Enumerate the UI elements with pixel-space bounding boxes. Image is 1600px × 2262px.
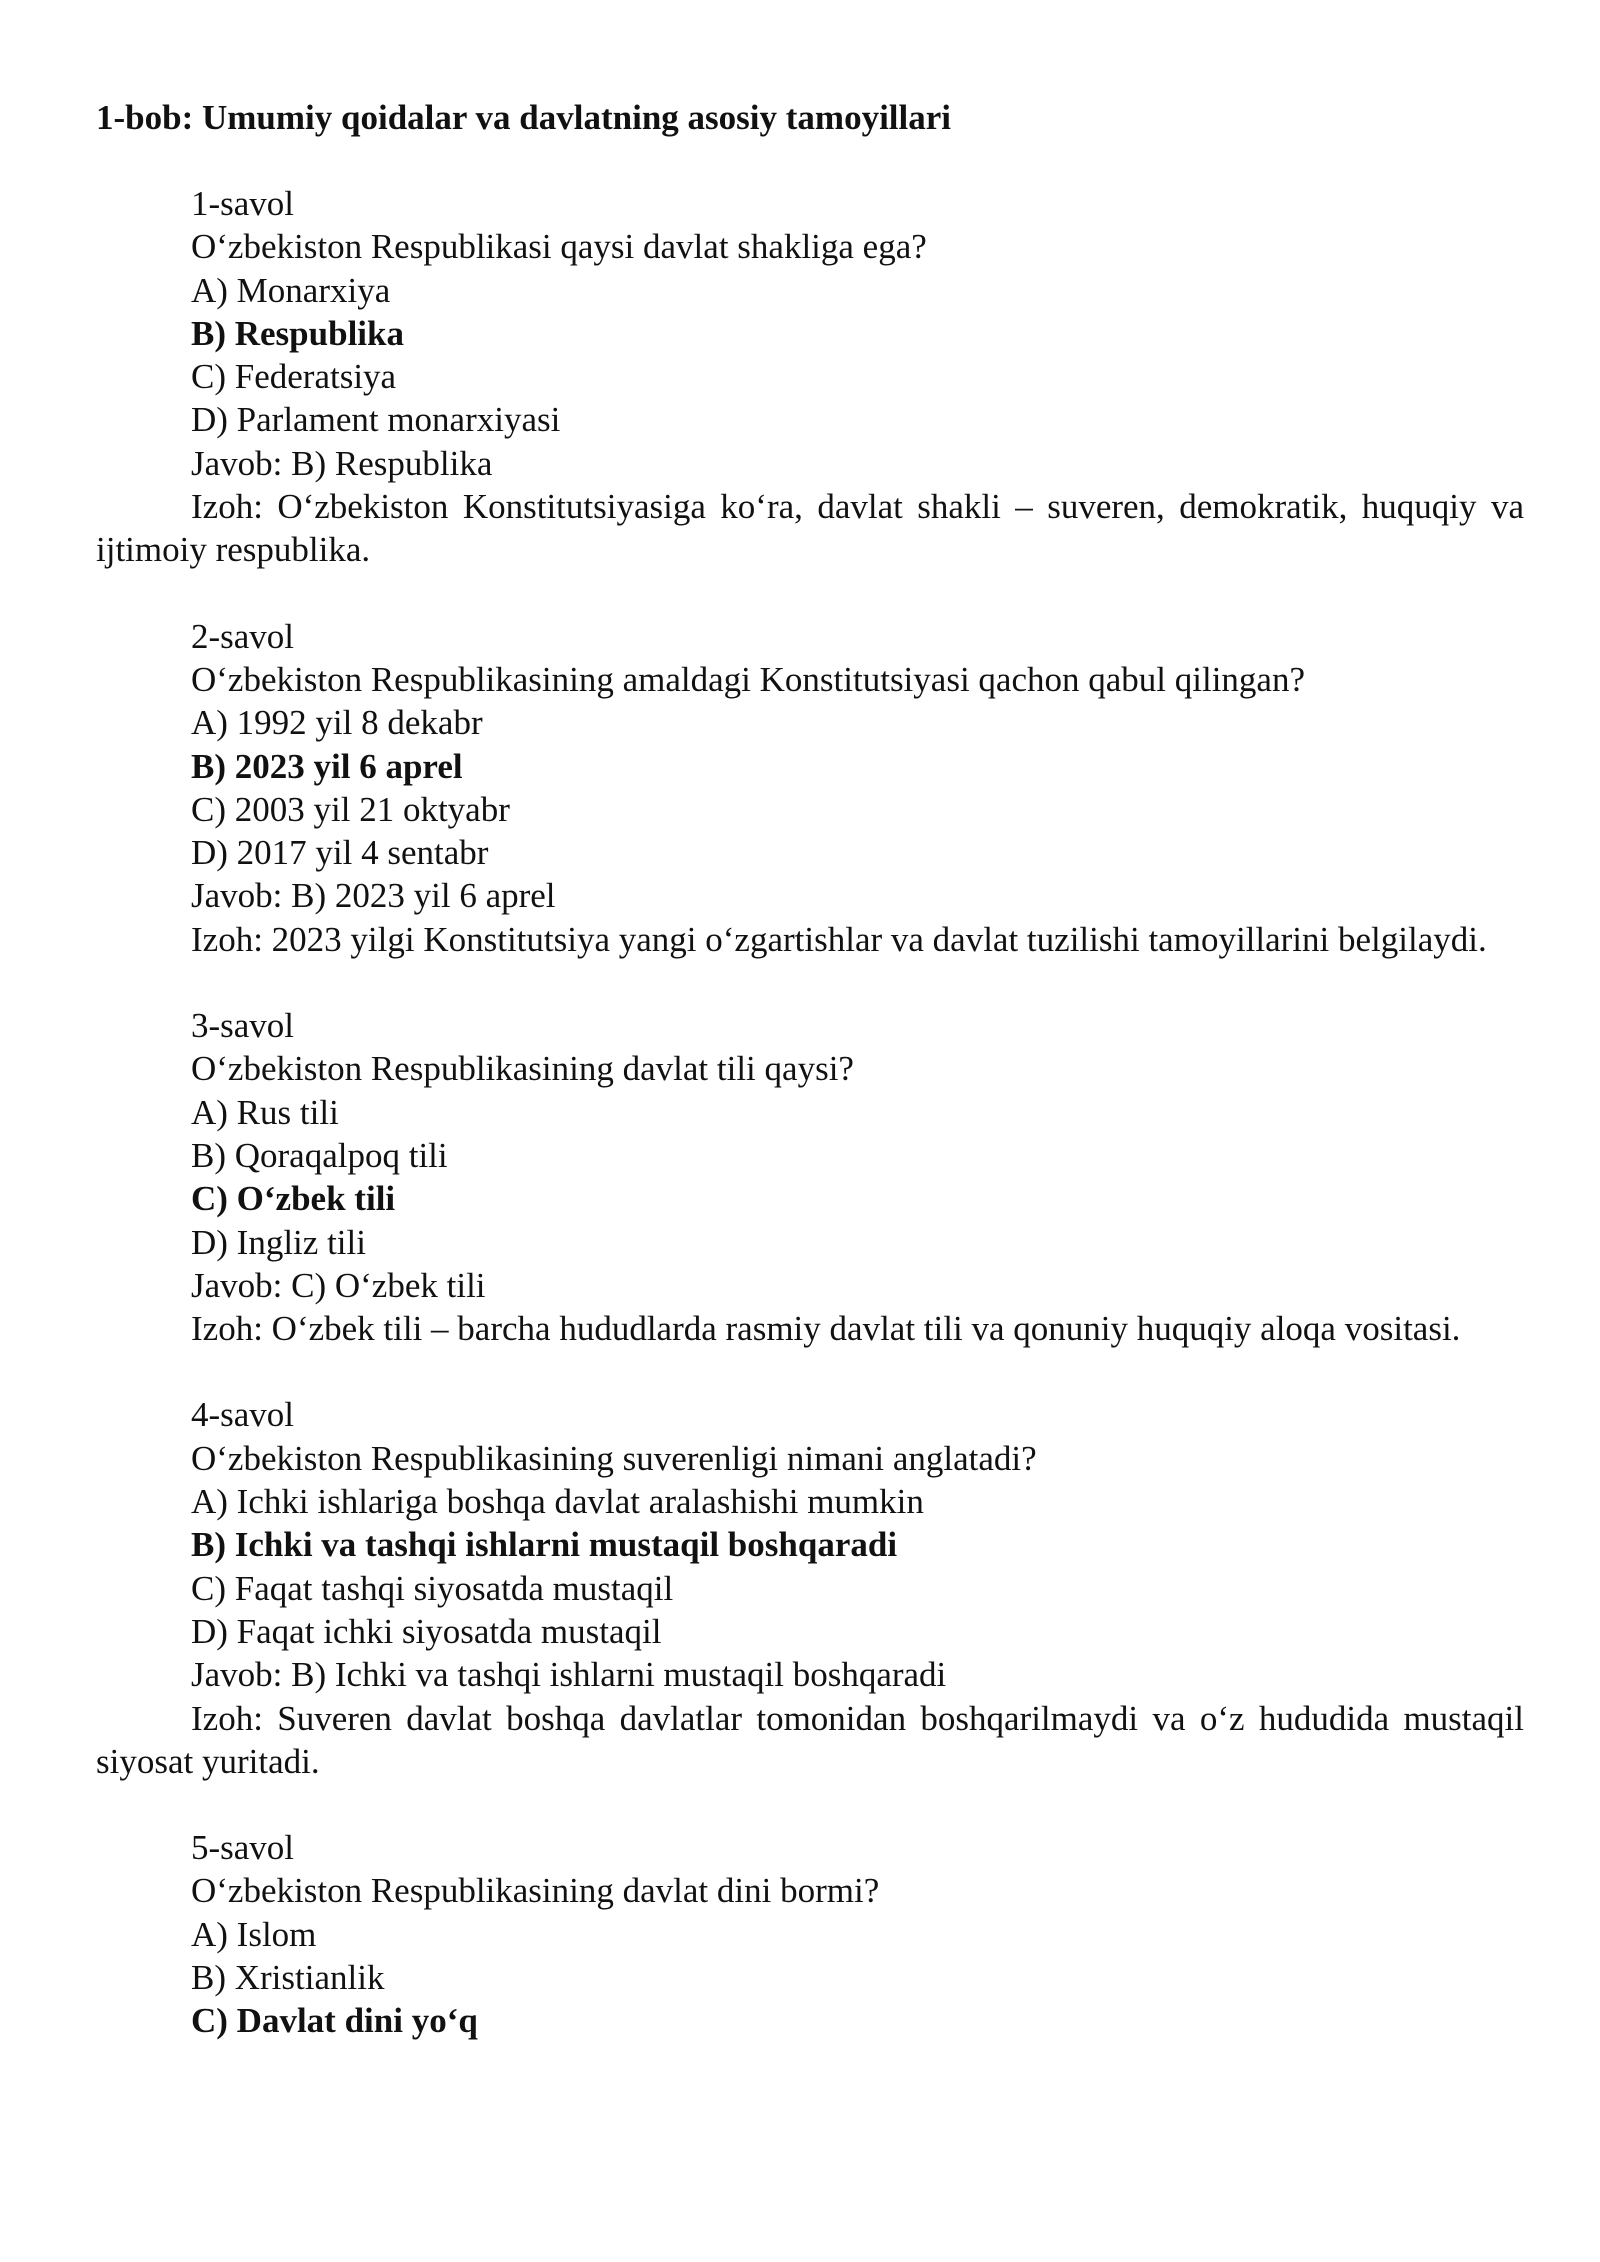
answer-line: Javob: B) Respublika: [191, 443, 493, 483]
question-number: 4-savol: [191, 1395, 295, 1435]
question-text: O‘zbekiston Respublikasi qaysi davlat shakliga ega?: [191, 227, 927, 267]
question-text: O‘zbekiston Respublikasining amaldagi Konstitutsiyasi qachon qabul qilingan?: [191, 659, 1305, 699]
answer-option-correct: C) O‘zbek tili: [191, 1179, 396, 1219]
chapter-title: 1-bob: Umumiy qoidalar va davlatning asosiy tamoyillari: [96, 98, 952, 137]
answer-line: Javob: B) Ichki va tashqi ishlarni mustaqil boshqaradi: [191, 1655, 947, 1695]
question-text: O‘zbekiston Respublikasining davlat tili qaysi?: [191, 1049, 854, 1089]
question-block: [96, 1826, 1524, 2042]
question-block: [96, 182, 1524, 572]
question-block: [96, 1004, 1524, 1350]
answer-option: C) Faqat tashqi siyosatda mustaqil: [191, 1568, 674, 1608]
answer-option-correct: B) Ichki va tashqi ishlarni mustaqil boshqaradi: [191, 1525, 898, 1565]
answer-line: Javob: C) O‘zbek tili: [191, 1265, 486, 1305]
answer-option: D) Ingliz tili: [191, 1222, 366, 1262]
answer-option: B) Qoraqalpoq tili: [191, 1135, 448, 1175]
explanation-text: Izoh: O‘zbek tili – barcha hududlarda rasmiy davlat tili va qonuniy huquqiy aloqa vositasi.: [191, 1309, 1461, 1349]
answer-option: C) Federatsiya: [191, 357, 397, 397]
question-number: 3-savol: [191, 1006, 295, 1046]
explanation-text: Izoh: 2023 yilgi Konstitutsiya yangi o‘zgartishlar va davlat tuzilishi tamoyillarini belgilaydi.: [191, 919, 1487, 959]
answer-option: A) Rus tili: [191, 1092, 339, 1132]
answer-option: C) 2003 yil 21 oktyabr: [191, 789, 510, 829]
answer-option: D) Parlament monarxiyasi: [191, 400, 561, 440]
question-text: O‘zbekiston Respublikasining suverenligi nimani anglatadi?: [191, 1438, 1037, 1478]
document-page: [96, 96, 1524, 2043]
answer-option-correct: B) 2023 yil 6 aprel: [191, 746, 463, 786]
explanation-text: Izoh: Suveren davlat boshqa davlatlar tomonidan boshqarilmaydi va o‘z hududida mustaqil siyosat yuritadi.: [96, 1698, 1524, 1781]
question-block: [96, 1393, 1524, 1783]
question-block: [96, 615, 1524, 961]
question-number: 5-savol: [191, 1828, 295, 1868]
explanation-text: Izoh: O‘zbekiston Konstitutsiyasiga ko‘ra, davlat shakli – suveren, demokratik, huquqiy va ijtimoiy respublika.: [96, 487, 1524, 570]
answer-option: D) 2017 yil 4 sentabr: [191, 833, 489, 873]
answer-option: A) Ichki ishlariga boshqa davlat aralashishi mumkin: [191, 1482, 924, 1522]
answer-option: A) 1992 yil 8 dekabr: [191, 703, 483, 743]
answer-option: D) Faqat ichki siyosatda mustaqil: [191, 1611, 662, 1651]
answer-option: A) Monarxiya: [191, 270, 391, 310]
answer-line: Javob: B) 2023 yil 6 aprel: [191, 876, 556, 916]
answer-option-correct: B) Respublika: [191, 313, 404, 353]
question-list: [96, 182, 1524, 2043]
question-number: 1-savol: [191, 184, 295, 223]
question-text: O‘zbekiston Respublikasining davlat dini bormi?: [191, 1871, 880, 1911]
answer-option: A) Islom: [191, 1914, 317, 1954]
answer-option-correct: C) Davlat dini yo‘q: [191, 2001, 478, 2041]
answer-option: B) Xristianlik: [191, 1957, 385, 1997]
question-number: 2-savol: [191, 616, 295, 656]
